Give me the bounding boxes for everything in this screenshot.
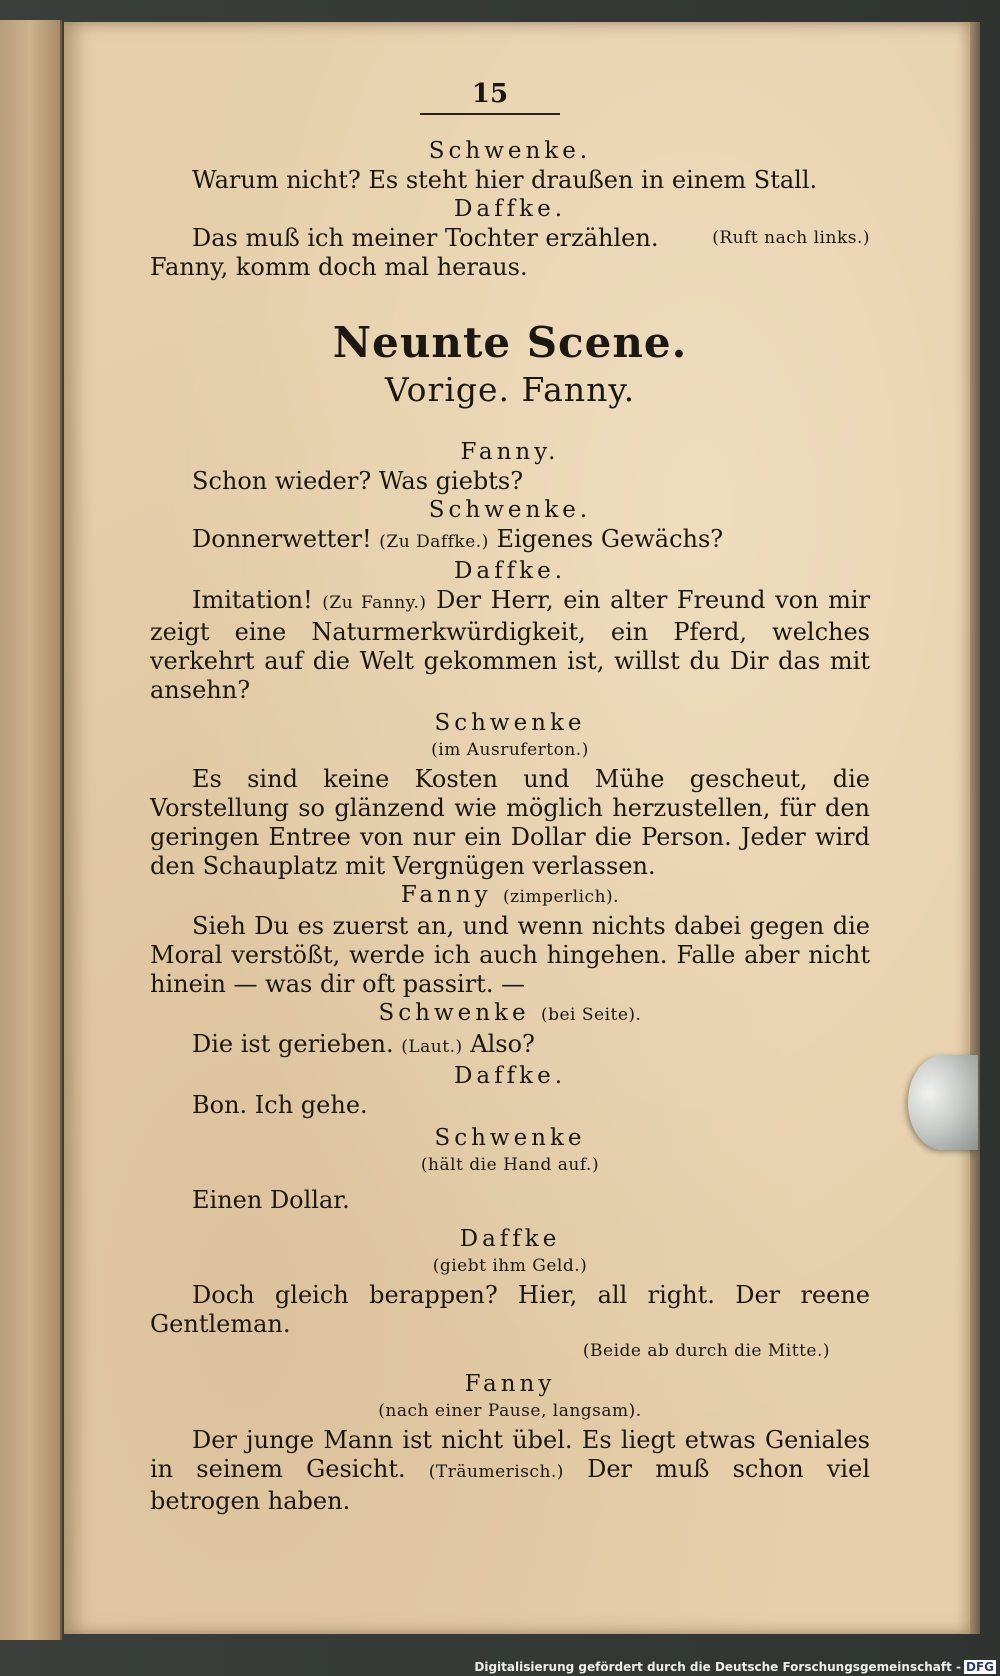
dialogue-text: Eigenes Gewächs? — [496, 525, 724, 553]
stage-direction: (Zu Fanny.) — [322, 593, 427, 613]
dialogue-line — [150, 1030, 870, 1062]
speaker-label: Fanny. — [460, 439, 560, 465]
stage-direction: (zimperlich). — [502, 887, 620, 907]
dialogue-text: Der muß schon viel betrogen haben. — [150, 1455, 870, 1515]
dialogue-line: Schon wieder? Was giebts? — [192, 467, 524, 495]
speaker-name: Schwenke — [378, 1000, 530, 1026]
dialogue-line — [150, 1426, 870, 1516]
dialogue-text: Imitation! — [192, 586, 313, 614]
speaker-label: Daffke — [459, 1226, 561, 1252]
speaker-label: Daffke. — [453, 558, 567, 584]
stage-direction: (Zu Daffke.) — [379, 532, 489, 552]
stage-direction: (hält die Hand auf.) — [420, 1155, 600, 1175]
dialogue-line: Warum nicht? Es steht hier draußen in einem Stall. — [192, 166, 818, 194]
dialogue-line: Doch gleich berappen? Hier, all right. Der reene Gentleman. — [150, 1281, 870, 1338]
stage-direction: (Ruft nach links.) — [712, 228, 870, 248]
page-clip — [908, 1055, 978, 1150]
speaker-label: Schwenke. — [428, 138, 592, 164]
speaker-label: Daffke. — [453, 1063, 567, 1089]
scene-title: Neunte Scene. — [332, 318, 688, 367]
scene-characters: Vorige. Fanny. — [384, 370, 636, 409]
dialogue-line — [150, 525, 870, 557]
dialogue-text: Der Herr, ein alter Freund von mir zeigt eine Naturmerkwürdigkeit, ein Pferd, welches verkehrt auf die Welt gekommen ist, willst du Dir das mit ansehn? — [150, 586, 870, 704]
speaker-label: Schwenke. — [428, 497, 592, 523]
stage-direction: (bei Seite). — [540, 1005, 642, 1025]
dialogue-line — [150, 224, 870, 253]
speaker-label: Schwenke — [434, 1125, 586, 1151]
stage-direction: (Träumerisch.) — [428, 1462, 564, 1482]
stage-direction: (Beide ab durch die Mitte.) — [582, 1341, 830, 1361]
speaker-label: Fanny — [464, 1371, 556, 1397]
footer-text: Digitalisierung gefördert durch die Deutsche Forschungsgemeinschaft - — [474, 1660, 961, 1674]
dialogue-text: Also? — [470, 1030, 535, 1058]
speaker-name: Fanny — [400, 882, 492, 908]
speaker-label — [150, 881, 870, 912]
dfg-logo: DFG — [965, 1660, 994, 1674]
footer-credit — [474, 1660, 996, 1674]
dialogue-line: Sieh Du es zuerst an, und wenn nichts dabei gegen die Moral verstößt, werde ich auch hingehen. Falle aber nicht hinein — was dir oft passirt. — — [150, 912, 870, 998]
speaker-label — [150, 999, 870, 1030]
page-content — [150, 80, 870, 1516]
stage-direction: (Laut.) — [401, 1037, 463, 1057]
speaker-label: Daffke. — [453, 196, 567, 222]
page-fore-edge — [970, 22, 980, 1634]
dialogue-line — [150, 586, 870, 705]
speaker-label: Schwenke — [434, 710, 586, 736]
facing-page-edge — [0, 20, 62, 1640]
dialogue-line: Es sind keine Kosten und Mühe gescheut, die Vorstellung so glänzend wie möglich herzustellen, für den geringen Entree von nur ein Dollar die Person. Jeder wird den Schauplatz mit Vergnügen verlassen. — [150, 765, 870, 880]
stage-direction: (nach einer Pause, langsam). — [378, 1401, 642, 1421]
dialogue-text: Donnerwetter! — [192, 525, 372, 553]
stage-direction: (im Ausruferton.) — [431, 740, 589, 760]
dialogue-line: Einen Dollar. — [192, 1186, 350, 1214]
dialogue-line: Bon. Ich gehe. — [192, 1091, 368, 1119]
dialogue-text: Das muß ich meiner Tochter erzählen. — [192, 224, 659, 252]
stage-direction: (giebt ihm Geld.) — [432, 1256, 588, 1276]
dialogue-text: Der junge Mann ist nicht übel. Es liegt etwas Geniales in seinem Gesicht. — [150, 1426, 870, 1483]
page-number: 15 — [420, 80, 560, 115]
dialogue-line: Fanny, komm doch mal heraus. — [150, 253, 528, 281]
dialogue-text: Die ist gerieben. — [192, 1030, 394, 1058]
